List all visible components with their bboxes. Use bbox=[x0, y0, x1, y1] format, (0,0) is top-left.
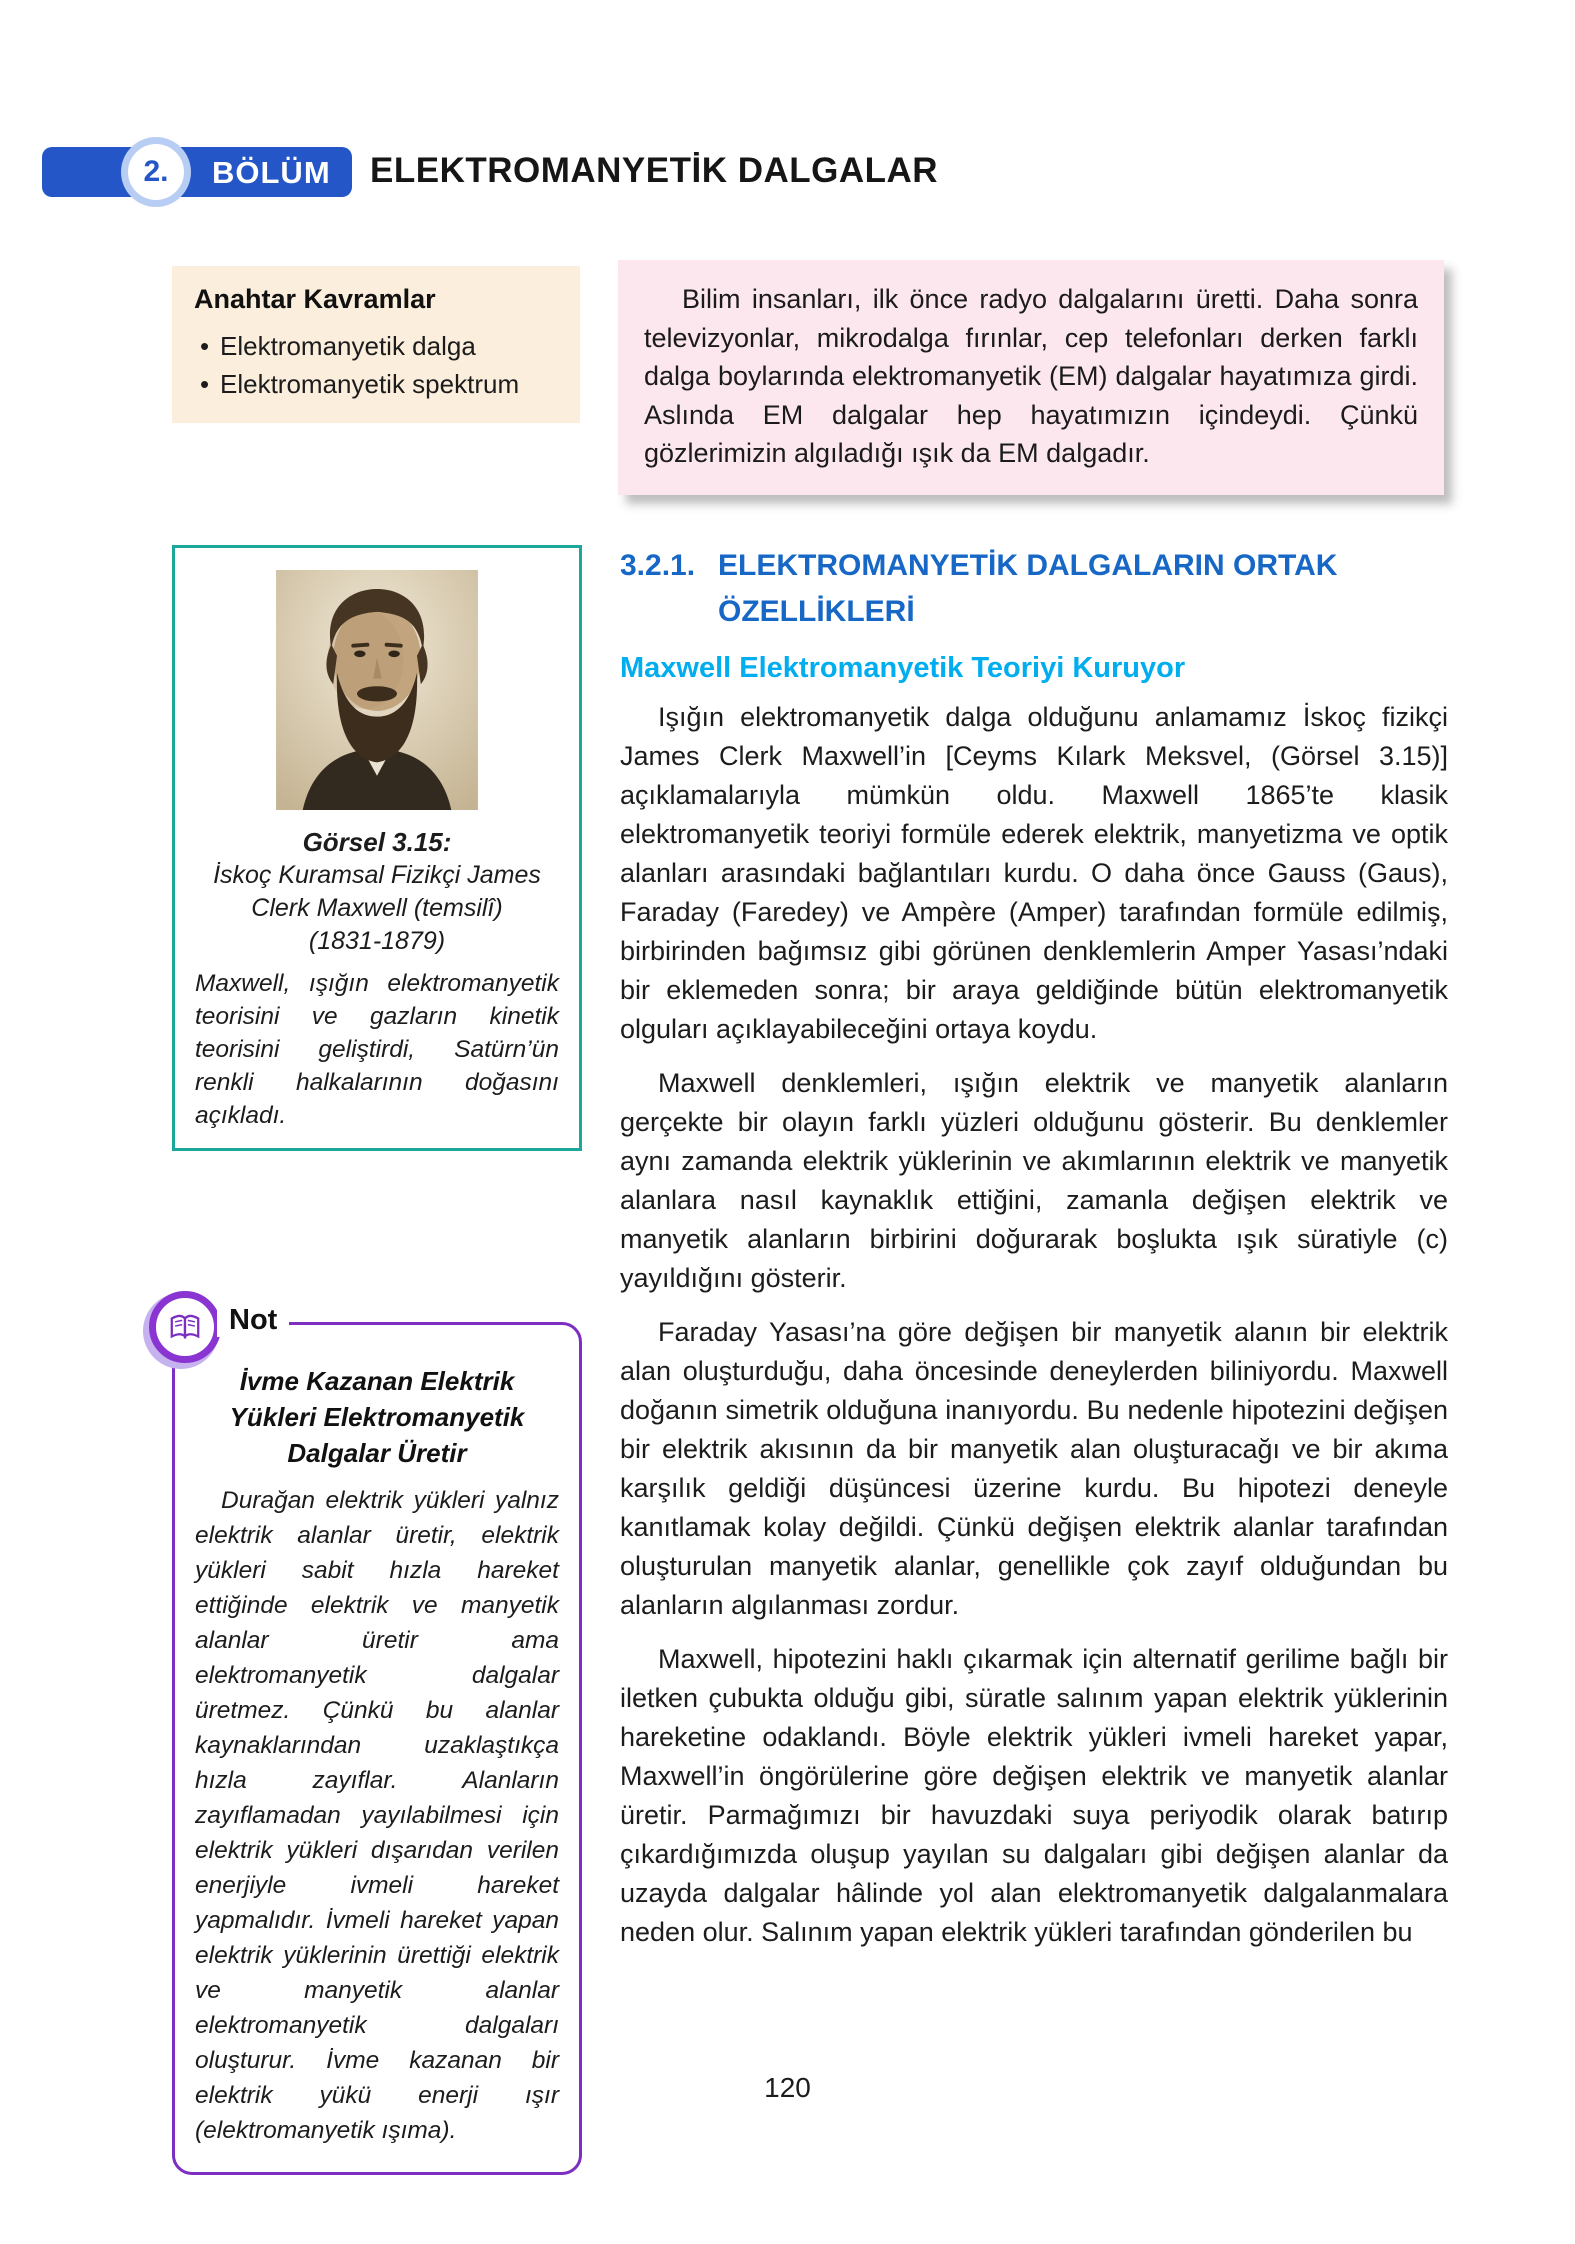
body-text bbox=[620, 698, 1448, 1967]
body-paragraph: Maxwell, hipotezini haklı çıkarmak için alternatif gerilime bağlı bir iletken çubukta olduğu gibi, süratle salınım yapan elektrik yüklerinin hareketine odaklandı. Böyle elektrik yükleri ivmeli hareket yapar, Maxwell’in öngörülerine göre değişen elektrik ve manyetik alanlar üretir. Parmağımızı bir havuzdaki suya periyodik olarak batırıp çıkardığımızda oluşup yayılan su dalgaları gibi değişen alanlar da uzayda dalgalar hâlinde yol alan elektromanyetik dalgalanmalara neden olur. Salınım yapan elektrik yükleri tarafından gönderilen bu bbox=[620, 1644, 1448, 1947]
section-heading-text bbox=[718, 543, 1337, 635]
figure-caption-line: (1831-1879) bbox=[308, 927, 446, 955]
section-number: 3.2.1. bbox=[620, 549, 696, 582]
key-concept-item: • Elektromanyetik spektrum bbox=[194, 365, 558, 403]
chapter-number-badge bbox=[121, 137, 191, 207]
section-heading-line2: ÖZELLİKLERİ bbox=[718, 595, 915, 628]
section-heading-line1: ELEKTROMANYETİK DALGALARIN ORTAK bbox=[718, 549, 1338, 582]
figure-caption-line: İskoç Kuramsal Fizikçi James bbox=[213, 861, 541, 889]
figure-caption-title: Görsel 3.15: bbox=[302, 827, 452, 857]
maxwell-portrait bbox=[274, 570, 480, 810]
page-number: 120 bbox=[764, 2072, 811, 2103]
body-paragraph: Işığın elektromanyetik dalga olduğunu anlamamız İskoç fizikçi James Clerk Maxwell’in [Ceyms Kılark Meksvel, (Görsel 3.15)] açıklamalarıyla mümkün oldu. Maxwell 1865’te klasik elektromanyetik teoriyi formüle ederek elektrik, manyetizma ve optik alanları arasındaki bağlantıları kurdu. O daha önce Gauss (Gaus), Faraday (Faredey) ve Ampère (Amper) tarafından formüle edilmiş, birbirinden bağımsız gibi görünen denklemlerin Amper Yasası’ndaki bir eklemeden sonra; bir araya geldiğinde bütün elektromanyetik olguları açıklayabileceğini ortaya koydu. bbox=[620, 702, 1448, 1044]
note-label: Not bbox=[217, 1304, 289, 1337]
notebook-icon bbox=[149, 1291, 221, 1363]
chapter-number: 2. bbox=[128, 144, 184, 200]
figure-box bbox=[172, 545, 582, 1151]
note-title: İvme Kazanan Elektrik Yükleri Elektromanyetik Dalgalar Üretir bbox=[229, 1366, 525, 1468]
figure-caption-line: Clerk Maxwell (temsilî) bbox=[251, 894, 503, 922]
body-paragraph: Faraday Yasası’na göre değişen bir manyetik alanın bir elektrik alan oluşturduğu, daha öncesinde deneylerden biliniyordu. Maxwell doğanın simetrik olduğuna inanıyordu. Bu nedenle hipotezini değişen bir elektrik akısının da bir manyetik alan oluşturacağı ve bir akıma karşılık geldiği düşüncesi üzerine kurdu. Bu hipotezi deneyle kanıtlamak kolay değildi. Çünkü değişen elektrik alanlar tarafından oluşturulan manyetik alanlar, genellikle çok zayıf olduğundan bu alanların algılanması zordur. bbox=[620, 1317, 1448, 1620]
intro-box bbox=[618, 260, 1444, 495]
section-heading bbox=[620, 543, 1450, 635]
key-concept-item: • Elektromanyetik dalga bbox=[194, 327, 558, 365]
note-box bbox=[172, 1304, 582, 2175]
figure-caption-note: Maxwell, ışığın elektromanyetik teorisini ve gazların kinetik teorisini geliştirdi, Satürn’ün renkli halkalarının doğasını açıkladı. bbox=[195, 970, 559, 1129]
chapter-label: BÖLÜM bbox=[212, 155, 331, 190]
note-body: Durağan elektrik yükleri yalnız elektrik alanlar üretir, elektrik yükleri sabit hızla hareket ettiğinde elektrik ve manyetik alanlar üretir ama elektromanyetik dalgalar üretmez. Çünkü bu alanlar kaynaklarından uzaklaştıkça hızla zayıflar. Alanların zayıflamadan yayılabilmesi için elektrik yükleri dışarıdan verilen enerjiyle ivmeli hareket yapmalıdır. İvmeli hareket yapan elektrik yüklerinin ürettiği elektrik ve manyetik alanlar elektromanyetik dalgaları oluşturur. İvme kazanan bir elektrik yükü enerji ışır (elektromanyetik ışıma). bbox=[195, 1487, 559, 2144]
key-concepts-box bbox=[172, 266, 580, 423]
intro-text: Bilim insanları, ilk önce radyo dalgalarını üretti. Daha sonra televizyonlar, mikrodalga fırınlar, cep telefonları derken farklı dalga boylarında elektromanyetik (EM) dalgalar hayatımıza girdi. Aslında EM dalgalar hep hayatımızın içindeydi. Çünkü gözlerimizin algıladığı ışık da EM dalgadır. bbox=[644, 284, 1418, 468]
body-paragraph: Maxwell denklemleri, ışığın elektrik ve manyetik alanların gerçekte bir olayın farklı yüzleri olduğunu gösterir. Bu denklemler aynı zamanda elektrik yüklerinin ve akımlarının elektrik ve manyetik alanlara nasıl kaynaklık ettiğini, zamanla değişen elektrik ve manyetik alanların birbirini doğurarak boşlukta ışık süratiyle (c) yayıldığını gösterir. bbox=[620, 1068, 1448, 1293]
key-concepts-title: Anahtar Kavramlar bbox=[194, 284, 436, 314]
page-title: ELEKTROMANYETİK DALGALAR bbox=[370, 151, 939, 190]
section-subheading: Maxwell Elektromanyetik Teoriyi Kuruyor bbox=[620, 652, 1186, 684]
